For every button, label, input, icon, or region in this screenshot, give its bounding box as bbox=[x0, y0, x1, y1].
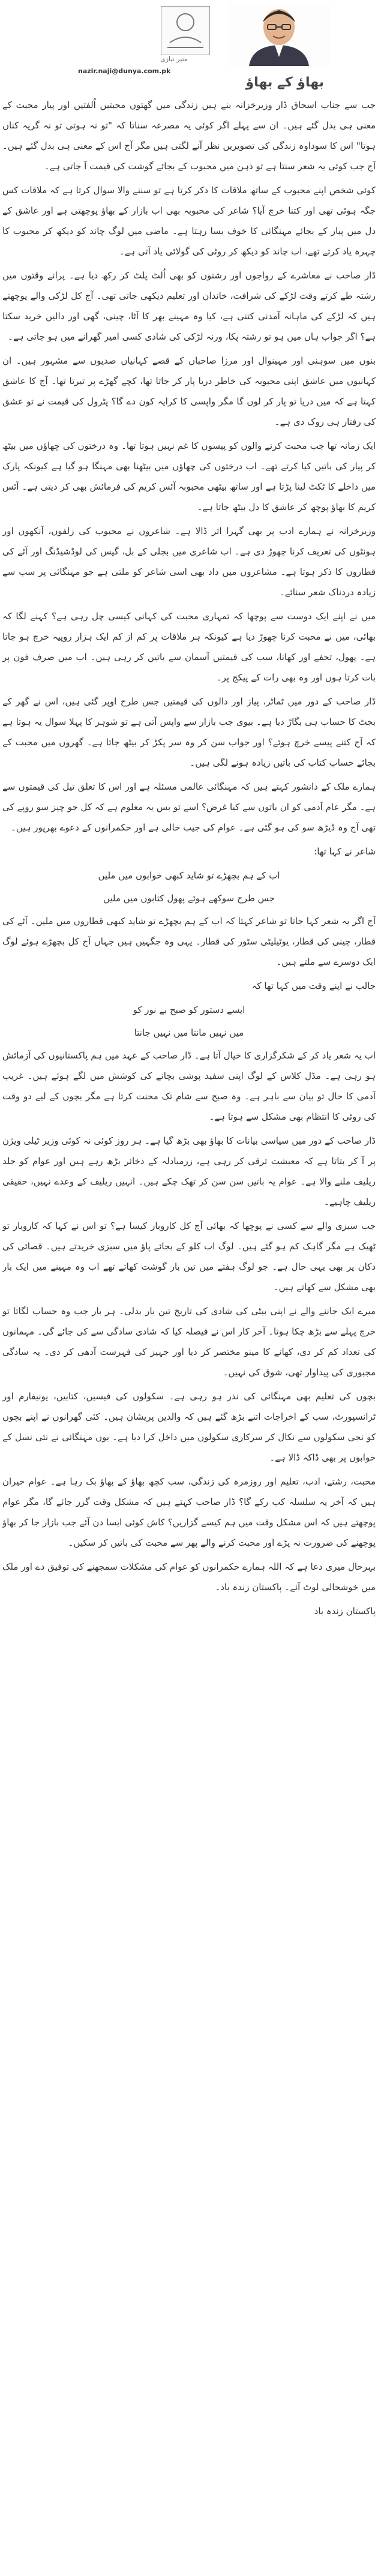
verse-line: ایسے دستور کو صبح بے نور کو bbox=[133, 1004, 245, 1015]
paragraph: بنوں میں سوہنی اور مہینوال اور مرزا صاحباں کے قصے کہانیاں صدیوں سے مشہور ہیں۔ ان کہانیوں میں عاشق اپنی محبوبہ کی خاطر دریا پار کر جاتا تھا، کچے گھڑے پر تیرتا تھا۔ آج کا عاشق کہتا ہے کہ میں دریا تو پار کر لوں گا مگر واپسی کا کرایہ کون دے گا؟ پٹرول کی قیمت نے تو عشق کی رفتار ہی روک دی ہے۔ bbox=[2, 355, 376, 427]
article-title: بھاؤ کے بھاؤ bbox=[245, 75, 324, 90]
paragraph: ڈار صاحب کے دور میں ٹماٹر، پیاز اور دالوں کی قیمتیں جس طرح اوپر گئی ہیں، اس نے گھر کے بجٹ کا حساب ہی بگاڑ دیا ہے۔ بیوی جب بازار سے واپس آتی ہے تو شوہر کا پہلا سوال یہ ہوتا ہے کہ آج کتنے پیسے خرچ ہوئے؟ اور جواب سن کر وہ سر پکڑ کر بیٹھ جاتا ہے۔ گھروں میں محبت کے بجائے حساب کتاب کی باتیں زیادہ ہونے لگی ہیں۔ bbox=[2, 696, 376, 768]
paragraph: جالب نے اپنے وقت میں کہا تھا کہ bbox=[251, 980, 376, 991]
paragraph: وزیرخزانہ نے ہمارے ادب پر بھی گہرا اثر ڈالا ہے۔ شاعروں نے محبوب کی زلفوں، آنکھوں اور ہونٹوں کی تعریف کرنا چھوڑ دی ہے۔ اب شاعری میں بجلی کے بل، گیس کی لوڈشیڈنگ اور آٹے کی قطاروں کا ذکر ہوتا ہے۔ مشاعروں میں داد بھی اسی شاعر کو ملتی ہے جو مہنگائی پر سب سے زیادہ دردناک شعر سنائے۔ bbox=[2, 526, 376, 598]
article-signoff: پاکستان زندہ باد bbox=[314, 1606, 376, 1617]
paragraph: ڈار صاحب نے معاشرے کے رواجوں اور رشتوں کو بھی اُلٹ پلٹ کر رکھ دیا ہے۔ پرانے وقتوں میں رشتہ طے کرتے وقت لڑکے کی شرافت، خاندان اور تعلیم دیکھی جاتی تھی۔ آج کل لڑکی والے پوچھتے ہیں کہ لڑکے کی ماہانہ آمدنی کتنی ہے، کیا وہ مہینے بھر کا آٹا، چینی، گھی اور دالیں خرید سکتا ہے؟ اگر جواب ہاں میں ہو تو رشتہ پکا، ورنہ لڑکی کی شادی کسی امیر گھرانے میں ہو جاتی ہے۔ bbox=[2, 270, 376, 342]
paragraph: ہمارے ملک کے دانشور کہتے ہیں کہ مہنگائی عالمی مسئلہ ہے اور اس کا تعلق تیل کی قیمتوں سے ہے۔ مگر عام آدمی کو ان باتوں سے کیا غرض؟ اسے تو بس یہ معلوم ہے کہ کل جو چیز سو روپے کی تھی آج وہ ڈیڑھ سو کی ہو گئی ہے۔ عوام کی جیب خالی ہے اور حکمرانوں کے دعوے بھرپور ہیں۔ bbox=[2, 781, 376, 833]
paragraph: میرے ایک جاننے والے نے اپنی بیٹی کی شادی کی تاریخ تین بار بدلی۔ ہر بار جب وہ حساب لگاتا تو خرچ پہلے سے بڑھ چکا ہوتا۔ آخر کار اس نے فیصلہ کیا کہ شادی سادگی سے کی جائے گی۔ مہمانوں کی تعداد کم کر دی، کھانے کا مینو مختصر کر دیا اور جہیز کی فہرست آدھی کر دی۔ یہ سادگی مجبوری کی پیداوار تھی، شوق کی نہیں۔ bbox=[2, 1306, 376, 1378]
paragraph: آج اگر یہ شعر کہا جاتا تو شاعر کہتا کہ اب کے ہم بچھڑے تو شاید کبھی قطاروں میں ملیں۔ آٹے کی قطار، چینی کی قطار، یوٹیلیٹی سٹور کی قطار۔ یہی وہ جگہیں ہیں جہاں آج کل بچھڑے ہوئے لوگ ایک دوسرے سے ملتے ہیں۔ bbox=[2, 916, 376, 967]
author-email: nazir.naji@dunya.com.pk bbox=[78, 67, 171, 75]
column-logo bbox=[161, 6, 210, 55]
paragraph: میں نے اپنے ایک دوست سے پوچھا کہ تمہاری محبت کی کہانی کیسی چل رہی ہے؟ کہنے لگا کہ بھائی، میں نے محبت کرنا چھوڑ دیا ہے کیونکہ ہر ملاقات پر کم از کم ایک ہزار روپیہ خرچ ہو جاتا ہے۔ پھول، تحفے اور کھانا، سب کی قیمتیں آسمان سے باتیں کر رہی ہیں۔ اب میں صرف فون پر بات کرتا ہوں اور وہ بھی رات کے پیکج پر۔ bbox=[2, 611, 376, 683]
column-logo-graphic bbox=[161, 7, 209, 55]
author-portrait-graphic bbox=[228, 3, 330, 66]
verse-line: اب کے ہم بچھڑے تو شاید کبھی خوابوں میں ملیں bbox=[98, 870, 280, 881]
column-header bbox=[36, 0, 336, 90]
paragraph: جب سبزی والے سے کسی نے پوچھا کہ بھائی آج کل کاروبار کیسا ہے؟ تو اس نے کہا کہ کاروبار تو ٹھیک ہے مگر گاہک کم ہو گئے ہیں۔ لوگ اب کلو کے بجائے پاؤ میں سبزی خریدتے ہیں۔ قصائی کی دکان پر بھی یہی حال ہے۔ جو لوگ ہفتے میں تین بار گوشت کھاتے تھے اب وہ مہینے میں ایک بار بھی مشکل سے کھاتے ہیں۔ bbox=[2, 1220, 376, 1293]
author-photo bbox=[228, 3, 330, 66]
paragraph: اب یہ شعر یاد کر کے شکرگزاری کا خیال آتا ہے۔ ڈار صاحب کے عہد میں ہم پاکستانیوں کی آزمائش ہو رہی ہے۔ مڈل کلاس کے لوگ اپنی سفید پوشی بچانے کی کوشش میں لگے ہوئے ہیں۔ غریب آدمی کا حال تو بیان سے باہر ہے۔ وہ صبح سے شام تک محنت کرتا ہے مگر بچوں کے لیے دو وقت کی روٹی کا انتظام بھی مشکل سے ہوتا ہے۔ bbox=[2, 1050, 376, 1122]
paragraph: بچوں کی تعلیم بھی مہنگائی کی نذر ہو رہی ہے۔ سکولوں کی فیسیں، کتابیں، یونیفارم اور ٹرانسپورٹ، سب کے اخراجات اتنے بڑھ گئے ہیں کہ والدین پریشان ہیں۔ کئی گھرانوں نے اپنے بچوں کو نجی سکولوں سے نکال کر سرکاری سکولوں میں داخل کرا دیا ہے۔ یوں مہنگائی نے نئی نسل کے خوابوں پر بھی ڈاکہ ڈالا ہے۔ bbox=[2, 1391, 376, 1463]
author-name: منیر نیازی bbox=[160, 55, 188, 63]
paragraph: ڈار صاحب کے دور میں سیاسی بیانات کا بھاؤ بھی بڑھ گیا ہے۔ ہر روز کوئی نہ کوئی وزیر ٹیلی ویژن پر آ کر بتاتا ہے کہ معیشت ترقی کر رہی ہے، زرمبادلہ کے ذخائر بڑھ رہے ہیں اور عوام کو جلد ریلیف ملنے والا ہے۔ عوام یہ باتیں سن سن کر تھک چکے ہیں۔ انہیں ریلیف کے وعدے نہیں، حقیقی ریلیف چاہیے۔ bbox=[2, 1135, 376, 1207]
paragraph: بہرحال میری دعا ہے کہ اللہ ہمارے حکمرانوں کو عوام کی مشکلات سمجھنے کی توفیق دے اور ملک میں خوشحالی لوٹ آئے۔ پاکستان زندہ باد۔ bbox=[2, 1561, 376, 1593]
paragraph: شاعر نے کہا تھا: bbox=[314, 846, 376, 857]
paragraph: ایک زمانہ تھا جب محبت کرنے والوں کو پیسوں کا غم نہیں ہوتا تھا۔ وہ درختوں کی چھاؤں میں بیٹھ کر پیار کی باتیں کیا کرتے تھے۔ اب درختوں کی چھاؤں میں بیٹھنا بھی مہنگا ہو گیا ہے کیونکہ پارک میں داخلے کا ٹکٹ لینا پڑتا ہے اور ساتھ بیٹھی محبوبہ آئس کریم کی فرمائش بھی کر دیتی ہے۔ آئس کریم کا بھاؤ پوچھ کر عاشق کا دل بیٹھ جاتا ہے۔ bbox=[2, 440, 376, 512]
paragraph: محبت، رشتے، ادب، تعلیم اور روزمرہ کی زندگی، سب کچھ بھاؤ کے بھاؤ بک رہا ہے۔ عوام حیران ہیں کہ آخر یہ سلسلہ کب رکے گا؟ ڈار صاحب کہتے ہیں کہ مشکل وقت گزر جائے گا، مگر عوام پوچھتے ہیں کہ اس مشکل وقت میں ہم کیسے گزاریں؟ کاش کوئی ایسا دن آئے جب بازار جا کر بھاؤ پوچھنے کی ضرورت نہ پڑے اور محبت کرنے والے پھر سے محبت کی باتیں کر سکیں۔ bbox=[2, 1476, 376, 1548]
paragraph: کوئی شخص اپنے محبوب کے ساتھ ملاقات کا ذکر کرتا ہے تو سننے والا سوال کرتا ہے کہ ملاقات کس جگہ ہوئی تھی اور کتنا خرچ آیا؟ شاعر کی محبوبہ بھی اب بازار کے بھاؤ پوچھتی ہے اور عاشق کے دل میں پیار کے بجائے مہنگائی کا خوف بسا رہتا ہے۔ ماضی میں لوگ چاند کو دیکھ کر محبوب کا چہرہ یاد کرتے تھے، اب چاند کو دیکھ کر روٹی کی گولائی یاد آتی ہے۔ bbox=[2, 185, 376, 257]
paragraph: جب سے جناب اسحاق ڈار وزیرخزانہ بنے ہیں زندگی میں گھتوں محبتیں اُلفتیں اور پیار محبت کے معنی ہی بدل گئے ہیں۔ ان سے پہلے اگر کوئی یہ مصرعہ سناتا کہ "تو نہ ہوتی تو نہ گریہ کناں ہوتا" اس کا سوداوہ زندگی کی تصویریں نظر آنے لگتی ہیں مگر آج اس کے معنی ہی بدل گئے ہیں۔ آج جب کوئی یہ شعر سنتا ہے تو ذہن میں محبوب کے بجائے گوشت کی قیمت آ جاتی ہے۔ bbox=[2, 100, 376, 172]
verse-line: جس طرح سوکھے ہوئے پھول کتابوں میں ملیں bbox=[103, 893, 275, 904]
article-body bbox=[2, 95, 376, 2573]
verse-line: میں نہیں مانتا میں نہیں جانتا bbox=[134, 1027, 244, 1038]
